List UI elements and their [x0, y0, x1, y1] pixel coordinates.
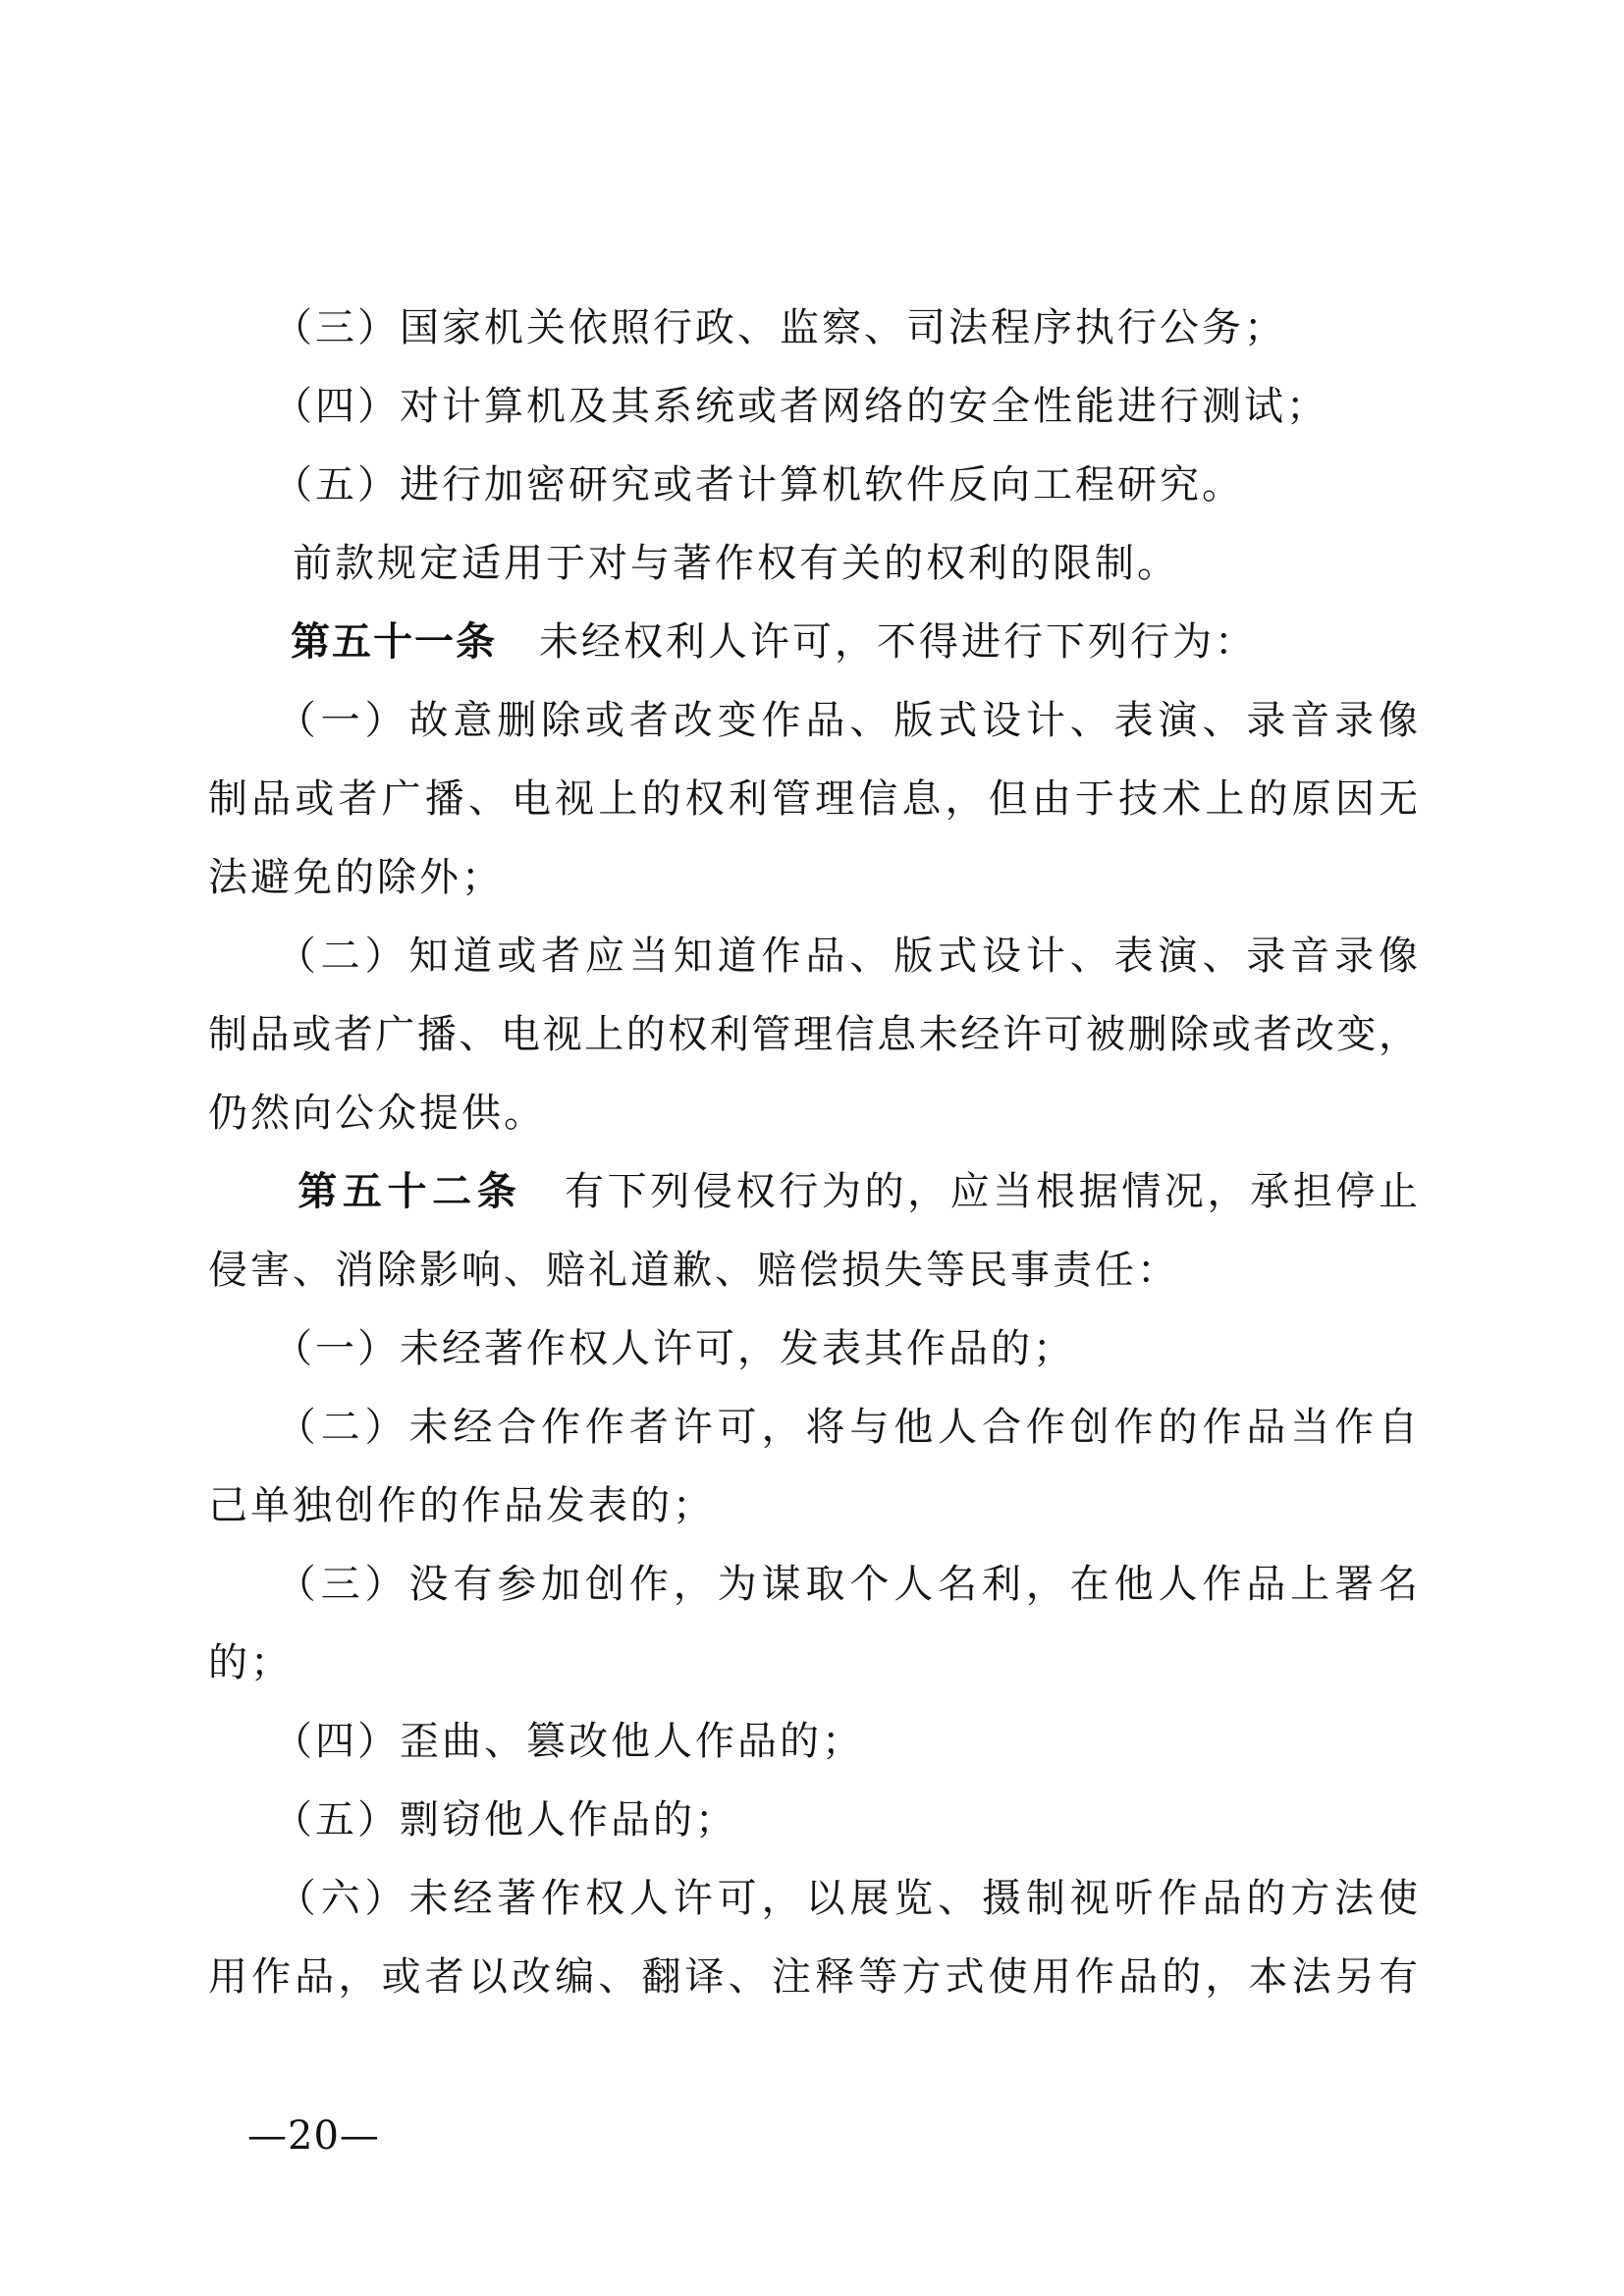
article-51-line	[208, 614, 1418, 669]
line-20: （五）剽窃他人作品的；	[208, 1797, 737, 1842]
line-09: （二）知道或者应当知道作品、版式设计、表演、录音录像	[208, 934, 1418, 979]
line-02: （四）对计算机及其系统或者网络的安全性能进行测试；	[208, 384, 1328, 429]
line-14: （一）未经著作权人许可，发表其作品的；	[208, 1326, 1075, 1371]
article-52-line	[208, 1164, 1418, 1219]
line-01: （三）国家机关依照行政、监察、司法程序执行公务；	[208, 305, 1286, 350]
line-08: 法避免的除外；	[208, 855, 504, 900]
line-03: （五）进行加密研究或者计算机软件反向工程研究。	[208, 462, 1244, 507]
line-18: 的；	[208, 1640, 293, 1685]
article-51-heading: 第五十一条	[291, 618, 497, 665]
article-52-heading: 第五十二条	[298, 1168, 522, 1214]
line-19: （四）歪曲、篡改他人作品的；	[208, 1719, 864, 1764]
line-07: 制品或者广播、电视上的权利管理信息，但由于技术上的原因无	[208, 776, 1418, 822]
line-04: 前款规定适用于对与著作权有关的权利的限制。	[208, 541, 1179, 586]
article-52-text: 有下列侵权行为的，应当根据情况，承担停止	[521, 1169, 1419, 1214]
line-06: （一）故意删除或者改变作品、版式设计、表演、录音录像	[208, 698, 1418, 743]
line-21: （六）未经著作权人许可，以展览、摄制视听作品的方法使	[208, 1876, 1418, 1921]
line-10: 制品或者广播、电视上的权利管理信息未经许可被删除或者改变，	[208, 1012, 1418, 1057]
line-16: 己单独创作的作品发表的；	[208, 1483, 715, 1528]
line-11: 仍然向公众提供。	[208, 1091, 546, 1136]
page-number: —20—	[247, 2113, 380, 2159]
line-13: 侵害、消除影响、赔礼道歉、赔偿损失等民事责任：	[208, 1248, 1179, 1293]
line-22: 用作品，或者以改编、翻译、注释等方式使用作品的，本法另有	[208, 1954, 1418, 2000]
line-15: （二）未经合作作者许可，将与他人合作创作的作品当作自	[208, 1405, 1418, 1450]
line-17: （三）没有参加创作，为谋取个人名利，在他人作品上署名	[208, 1562, 1418, 1607]
article-51-text: 未经权利人许可，不得进行下列行为：	[497, 619, 1257, 665]
